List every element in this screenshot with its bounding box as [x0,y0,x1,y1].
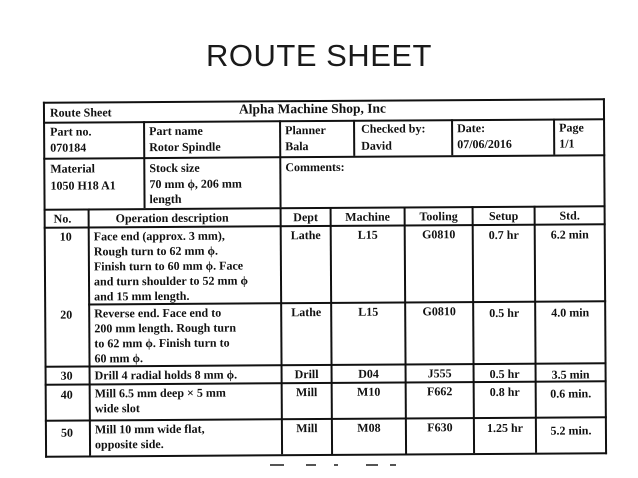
route-sheet-form [43,98,607,457]
op-dept: Lathe [291,305,322,320]
material-label: Material [50,161,96,176]
part-name-label: Part name [149,123,203,139]
col-header-setup: Setup [488,208,519,223]
border-bottom [45,452,607,457]
op-dept: Mill [295,385,318,400]
op-setup: 1.25 hr [486,420,523,436]
header-divider-2 [43,154,605,159]
date-value: 07/06/2016 [457,136,512,152]
op-desc-line: Finish turn to 60 mm ϕ. Face [93,258,244,274]
col-line-dept [330,207,334,454]
op-std: 4.0 min [551,305,590,320]
op-setup: 0.8 hr [489,384,520,399]
op-machine: M08 [357,420,381,435]
op-desc-line: and turn shoulder to 52 mm ϕ [93,273,249,289]
part-no-label: Part no. [50,124,92,139]
checked-by-label: Checked by: [361,121,426,136]
op-tooling: F630 [427,420,453,435]
page-label: Page [559,120,584,135]
route-sheet-label: Route Sheet [49,105,112,120]
col-line-tooling [472,206,476,453]
border-left [43,102,47,458]
op-tooling: G0810 [422,304,456,319]
op-std: 3.5 min [551,367,590,382]
op-setup: 0.7 hr [488,227,519,242]
op-desc-line: Mill 6.5 mm deep × 5 mm [94,385,226,401]
header-vline-checked [353,120,355,156]
date-label: Date: [457,121,486,136]
op-desc-line: Mill 10 mm wide flat, [94,421,205,437]
border-right [603,98,607,454]
op-machine: L15 [357,227,378,242]
stock-size-value-line1: 70 mm ϕ, 206 mm [149,176,242,192]
col-header-machine: Machine [345,209,390,224]
op-desc-line: and 15 mm length. [94,288,190,304]
header-vline-planner [279,120,282,207]
col-line-machine [404,207,408,454]
op-no: 40 [60,387,73,402]
op-desc-line: opposite side. [94,436,164,452]
col-line-desc [280,207,284,454]
op-tooling: J555 [427,366,452,381]
op-desc-line: 60 mm ϕ. [94,351,144,366]
col-header-tooling: Tooling [419,209,458,224]
col-line-setup [534,206,538,453]
page-value: 1/1 [559,136,575,151]
material-value: 1050 H18 A1 [50,178,116,193]
op-machine: L15 [358,304,379,319]
header-vline-date [451,119,453,155]
op-tooling: F662 [426,384,453,399]
planner-value: Bala [285,139,309,154]
op-dept: Drill [294,367,319,382]
checked-by-value: David [361,138,392,153]
comments-label: Comments: [285,159,345,175]
op-desc-line: Drill 4 radial holds 8 mm ϕ. [94,367,238,383]
company-name: Alpha Machine Shop, Inc [238,100,387,117]
part-no-value: 070184 [50,140,87,155]
op-machine: D04 [358,366,379,381]
op-desc-line: Reverse end. Face end to [94,305,222,321]
col-header-operation: Operation description [115,210,229,226]
op-no: 10 [59,229,72,244]
op-dept: Lathe [290,228,321,243]
op-desc-line: 200 mm length. Rough turn [94,320,237,336]
col-header-no: No. [53,211,72,226]
op-setup: 0.5 hr [489,305,520,320]
op-desc-line: Face end (approx. 3 mm), [93,228,225,244]
op-std: 6.2 min [550,227,589,242]
op-desc-line: Rough turn to 62 mm ϕ. [93,243,219,259]
op-desc-line: wide slot [94,401,140,416]
op-machine: M10 [356,384,381,399]
op-std: 0.6 min. [550,386,592,401]
col-header-std: Std. [559,208,580,223]
stock-size-value-line2: length [149,191,182,207]
part-name-value: Rotor Spindle [149,139,221,155]
op-std: 5.2 min. [550,423,592,438]
stock-size-label: Stock size [149,160,200,176]
op-setup: 0.5 hr [489,366,520,381]
op-no: 30 [60,368,73,383]
slide-title: ROUTE SHEET [206,38,432,73]
op-no: 20 [60,307,73,322]
op-tooling: G0810 [422,227,456,242]
header-vline-page [553,119,555,155]
op-desc-line: to 62 mm ϕ. Finish turn to [94,335,230,351]
col-header-dept: Dept [293,210,318,225]
planner-label: Planner [285,122,326,138]
op-no: 50 [60,425,73,440]
op-dept: Mill [296,421,318,436]
scan-artifacts [270,462,410,468]
col-line-no [88,208,92,455]
header-vline-partname [143,121,146,208]
